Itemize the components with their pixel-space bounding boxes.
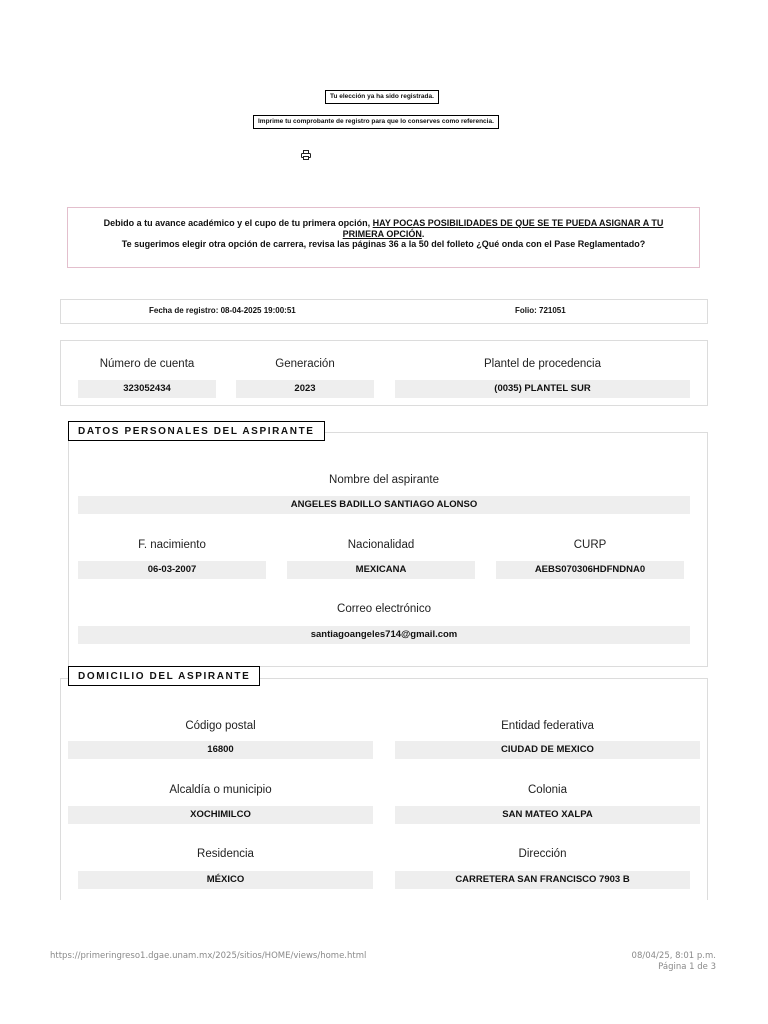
footer-url: https://primeringreso1.dgae.unam.mx/2025/sitios/HOME/views/home.html <box>50 951 367 961</box>
footer-datetime: 08/04/25, 8:01 p.m. <box>631 951 716 961</box>
municipality-value: XOCHIMILCO <box>68 806 373 824</box>
account-number-label: Número de cuenta <box>99 358 195 370</box>
curp-value: AEBS070306HDFNDNA0 <box>496 561 684 579</box>
email-label: Correo electrónico <box>337 603 431 615</box>
account-number-value: 323052434 <box>78 380 216 398</box>
alert-suggestion: Te sugerimos elegir otra opción de carrera, revisa las páginas 36 a la 50 del folleto ¿Qué onda con el Pase Reglamentado? <box>121 239 646 249</box>
neighborhood-value: SAN MATEO XALPA <box>395 806 700 824</box>
alert-text-start: Debido a tu avance académico y el cupo de tu primera opción, <box>103 218 373 228</box>
registration-date: Fecha de registro: 08-04-2025 19:00:51 <box>149 306 296 315</box>
birth-date-value: 06-03-2007 <box>78 561 266 579</box>
address-value: CARRETERA SAN FRANCISCO 7903 B <box>395 871 690 889</box>
birth-date-label: F. nacimiento <box>138 539 206 551</box>
footer-page: Página 1 de 3 <box>658 962 716 972</box>
curp-label: CURP <box>573 539 607 551</box>
postal-code-value: 16800 <box>68 741 373 759</box>
email-value: santiagoangeles714@gmail.com <box>78 626 690 644</box>
printer-icon[interactable] <box>300 148 312 160</box>
registered-notice: Tu elección ya ha sido registrada. <box>325 90 439 104</box>
generation-value: 2023 <box>236 380 374 398</box>
school-value: (0035) PLANTEL SUR <box>395 380 690 398</box>
folio: Folio: 721051 <box>515 306 566 315</box>
applicant-name-value: ANGELES BADILLO SANTIAGO ALONSO <box>78 496 690 514</box>
residence-label: Residencia <box>197 848 254 860</box>
school-label: Plantel de procedencia <box>484 358 601 370</box>
applicant-name-label: Nombre del aspirante <box>329 474 439 486</box>
generation-label: Generación <box>275 358 335 370</box>
postal-code-label: Código postal <box>185 720 256 732</box>
state-value: CIUDAD DE MEXICO <box>395 741 700 759</box>
nationality-value: MEXICANA <box>287 561 475 579</box>
print-notice: Imprime tu comprobante de registro para que lo conserves como referencia. <box>253 115 499 129</box>
address-label: Dirección <box>518 848 567 860</box>
nationality-label: Nacionalidad <box>347 539 415 551</box>
alert-text-end: . <box>421 228 425 239</box>
municipality-label: Alcaldía o municipio <box>169 784 272 796</box>
state-label: Entidad federativa <box>501 720 594 732</box>
alert-emphasis: HAY POCAS POSIBILIDADES DE QUE SE TE PUEDA ASIGNAR A TU PRIMERA OPCIÓN <box>342 218 664 239</box>
neighborhood-label: Colonia <box>528 784 567 796</box>
residence-value: MÉXICO <box>78 871 373 889</box>
personal-data-title: DATOS PERSONALES DEL ASPIRANTE <box>68 421 325 441</box>
address-title: DOMICILIO DEL ASPIRANTE <box>68 666 260 686</box>
academic-alert <box>67 207 700 268</box>
